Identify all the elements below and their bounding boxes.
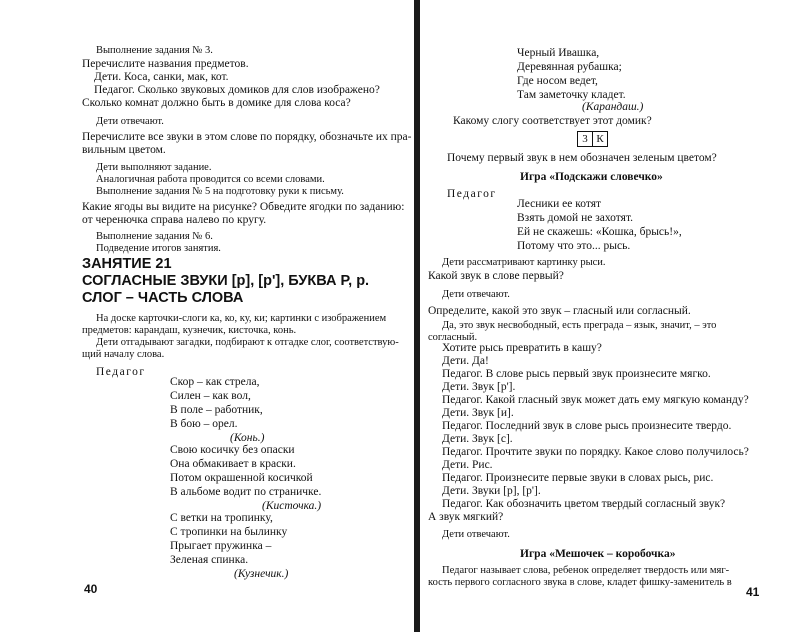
- verse-line: В поле – работник,: [170, 404, 263, 416]
- lesson-heading: СОГЛАСНЫЕ ЗВУКИ [р], [р'], БУКВА Р, р.: [82, 273, 370, 289]
- text-line: Какому слогу соответствует этот домик?: [453, 115, 652, 127]
- sound-house-cell: К: [592, 131, 608, 147]
- verse-line: В альбоме водит по страничке.: [170, 486, 322, 498]
- dialog-line: Дети отвечают.: [442, 529, 510, 540]
- dialog-line: Педагог. Произнесите первые звуки в словах рысь, рис.: [442, 472, 714, 484]
- verse-line: С ветки на тропинку,: [170, 512, 273, 524]
- verse-line: Потом окрашенной косичкой: [170, 472, 313, 484]
- riddle-answer: (Конь.): [230, 432, 265, 444]
- text-line: Дети. Коса, санки, мак, кот.: [94, 71, 229, 83]
- dialog-line: Педагог. Прочтите звуки по порядку. Какое слово получилось?: [442, 446, 749, 458]
- text-line: Дети выполняют задание.: [96, 162, 212, 173]
- verse-line: Потому что это... рысь.: [517, 240, 631, 252]
- dialog-line: А звук мягкий?: [428, 511, 504, 523]
- verse-line: Черный Ивашка,: [517, 47, 600, 59]
- text-line: Дети отгадывают загадки, подбирают к отгадке слог, соответствую-: [96, 337, 399, 348]
- game-title: Игра «Подскажи словечко»: [520, 171, 663, 183]
- riddle-answer: (Кисточка.): [262, 500, 322, 512]
- verse-line: Лесники ее котят: [517, 198, 602, 210]
- verse-line: Взять домой не захотят.: [517, 212, 633, 224]
- verse-line: Деревянная рубашка;: [517, 61, 622, 73]
- verse-line: Скор – как стрела,: [170, 376, 260, 388]
- dialog-line: Определите, какой это звук – гласный или согласный.: [428, 305, 691, 317]
- speaker-label: Педагог: [447, 188, 497, 200]
- lesson-heading: ЗАНЯТИЕ 21: [82, 256, 172, 272]
- text-line: Какие ягоды вы видите на рисунке? Обведите ягодки по заданию:: [82, 201, 405, 213]
- dialog-line: согласный.: [428, 332, 478, 343]
- verse-line: Ей не скажешь: «Кошка, брысь!»,: [517, 226, 682, 238]
- verse-line: Где носом ведет,: [517, 75, 598, 87]
- riddle-answer: (Кузнечик.): [234, 568, 289, 580]
- text-line: Перечислите названия предметов.: [82, 58, 249, 70]
- dialog-line: Педагог. В слове рысь первый звук произнесите мягко.: [442, 368, 711, 380]
- dialog-line: Дети отвечают.: [442, 289, 510, 300]
- verse-line: Там заметочку кладет.: [517, 89, 626, 101]
- text-line: Педагог. Сколько звуковых домиков для слов изображено?: [94, 84, 380, 96]
- text-line: предметов: карандаш, кузнечик, кисточка, конь.: [82, 325, 297, 336]
- lesson-heading: СЛОГ – ЧАСТЬ СЛОВА: [82, 290, 244, 306]
- dialog-line: Дети. Звук [с].: [442, 433, 513, 445]
- dialog-line: Педагог. Как обозначить цветом твердый согласный звук?: [442, 498, 726, 510]
- verse-line: Свою косичку без опаски: [170, 444, 295, 456]
- text-line: Почему первый звук в нем обозначен зеленым цветом?: [447, 152, 717, 164]
- dialog-line: Дети рассматривают картинку рыси.: [442, 257, 606, 268]
- speaker-label: Педагог: [96, 366, 146, 378]
- verse-line: Зеленая спинка.: [170, 554, 249, 566]
- game-title: Игра «Мешочек – коробочка»: [520, 548, 676, 560]
- dialog-line: Дети. Рис.: [442, 459, 493, 471]
- sound-house-cell: 3: [577, 131, 593, 147]
- text-line: кость первого согласного звука в слове, кладет фишку-заменитель в: [428, 577, 732, 588]
- dialog-line: Да, это звук несвободный, есть преграда – язык, значит, – это: [442, 320, 717, 331]
- dialog-line: Какой звук в слове первый?: [428, 270, 564, 282]
- text-line: вильным цветом.: [82, 144, 166, 156]
- right-page: [420, 0, 787, 632]
- verse-line: В бою – орел.: [170, 418, 238, 430]
- text-line: Дети отвечают.: [96, 116, 164, 127]
- dialog-line: Дети. Звук [и].: [442, 407, 514, 419]
- riddle-answer: (Карандаш.): [582, 101, 644, 113]
- text-line: щий началу слова.: [82, 349, 165, 360]
- verse-line: Силен – как вол,: [170, 390, 251, 402]
- text-line: Подведение итогов занятия.: [96, 243, 221, 254]
- dialog-line: Дети. Да!: [442, 355, 489, 367]
- verse-line: Она обмакивает в краски.: [170, 458, 296, 470]
- dialog-line: Дети. Звук [р'].: [442, 381, 516, 393]
- dialog-line: Педагог. Какой гласный звук может дать ему мягкую команду?: [442, 394, 749, 406]
- text-line: от черенючка справа налево по кругу.: [82, 214, 267, 226]
- text-line: Перечислите все звуки в этом слове по порядку, обозначьте их пра-: [82, 131, 412, 143]
- page-number: 40: [84, 582, 98, 596]
- text-line: Выполнение задания № 5 на подготовку руки к письму.: [96, 186, 344, 197]
- text-line: Выполнение задания № 3.: [96, 45, 213, 56]
- verse-line: Прыгает пружинка –: [170, 540, 272, 552]
- text-line: Аналогичная работа проводится со всеми словами.: [96, 174, 325, 185]
- page-number: 41: [746, 585, 760, 599]
- text-line: Педагог называет слова, ребенок определяет твердость или мяг-: [442, 565, 730, 576]
- dialog-line: Педагог. Последний звук в слове рысь произнесите твердо.: [442, 420, 732, 432]
- text-line: Выполнение задания № 6.: [96, 231, 213, 242]
- dialog-line: Хотите рысь превратить в кашу?: [442, 342, 602, 354]
- dialog-line: Дети. Звуки [р], [р'].: [442, 485, 541, 497]
- text-line: Сколько комнат должно быть в домике для слова коса?: [82, 97, 351, 109]
- verse-line: С тропинки на былинку: [170, 526, 288, 538]
- text-line: На доске карточки-слоги ка, ко, ку, ки; картинки с изображением: [96, 313, 387, 324]
